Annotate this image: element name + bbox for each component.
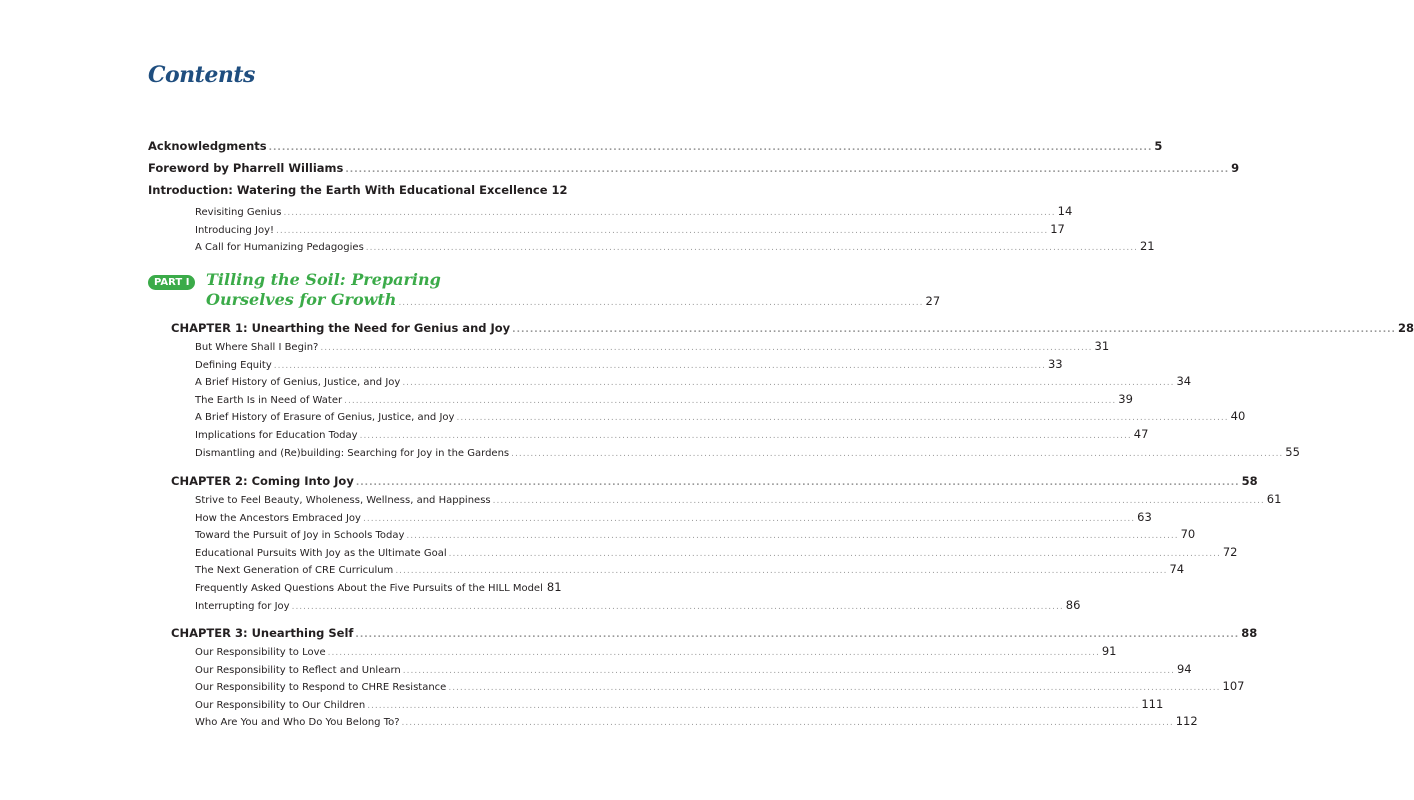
page-number: 72 [1222,544,1238,559]
entry-title: Defining Equity [195,359,272,371]
page-number: 21 [1139,239,1155,254]
entry-title: Our Responsibility to Our Children [195,699,366,711]
toc-section-entry[interactable] [195,578,562,596]
entry-title: A Brief History of Genius, Justice, and Joy [195,377,401,389]
page-number: 88 [1241,626,1258,640]
chapter-entry[interactable] [171,472,1258,490]
chapter-title: Coming Into Joy [251,474,354,488]
toc-section-entry[interactable] [195,372,1192,390]
page-number: 107 [1222,679,1245,694]
page-number: 70 [1180,527,1196,542]
toc-section-entry[interactable] [195,560,1185,578]
page-number: 39 [1118,391,1133,406]
toc-section-entry[interactable] [195,390,1133,408]
entry-title: Introducing Joy! [195,224,275,236]
toc-section-entry[interactable] [195,695,1164,713]
toc-section-entry[interactable] [195,220,1065,238]
page-number: 47 [1133,427,1149,441]
toc-section-entry[interactable] [195,337,1110,355]
page-number: 63 [1137,509,1152,524]
toc-entry[interactable] [148,159,1240,177]
leader-dots: ........................................................................................................................................ [398,298,924,308]
part-title-line2: Ourselves for Growth [206,290,397,309]
entry-title: Revisiting Genius [195,207,282,218]
toc-entry[interactable] [148,181,568,199]
page-number: 33 [1047,356,1063,371]
toc-section-entry[interactable] [195,355,1063,373]
toc-section-entry[interactable] [195,712,1198,730]
page-number: 9 [1231,161,1240,175]
leader-dots [456,409,1228,427]
entry-title [171,319,510,337]
page-number: 12 [551,183,568,197]
leader-dots [269,139,1153,157]
chapter-title: Unearthing Self [251,626,354,640]
entry-title: Implications for Education Today [195,430,358,441]
entry-title: Strive to Feel Beauty, Wholeness, Wellness, and Happiness [195,495,491,506]
entry-title: Foreword by Pharrell Williams [148,161,344,175]
part-title-line1: Tilling the Soil: Preparing [206,270,441,289]
entry-title: Interrupting for Joy [195,600,290,612]
leader-dots [292,598,1064,616]
page-number: 31 [1094,339,1110,353]
leader-dots [511,445,1283,463]
entry-title: Educational Pursuits With Joy as the Ultimate Goal [195,547,447,559]
page-number: 91 [1101,644,1117,658]
leader-dots [402,714,1174,732]
chapter-number: CHAPTER 1: [171,321,248,335]
page-number: 55 [1285,444,1300,459]
entry-title: Our Responsibility to Respond to CHRE Resistance [195,682,447,694]
entry-title [171,624,353,642]
leader-dots [449,545,1221,563]
chapter-number: CHAPTER 3: [171,626,248,640]
page-number: 27 [925,294,941,308]
part-badge: PART I [148,275,195,290]
entry-title: Introduction: Watering the Earth With Educational Excellence [148,183,548,197]
toc-section-entry[interactable] [195,596,1081,614]
entry-title: How the Ancestors Embraced Joy [195,512,361,524]
page-number: 14 [1057,204,1073,218]
entry-title: A Brief History of Erasure of Genius, Justice, and Joy [195,412,455,424]
page-number: 17 [1050,221,1065,236]
entry-title: The Next Generation of CRE Curriculum [195,565,394,577]
entry-title: Frequently Asked Questions About the Five Pursuits of the HILL Model [195,583,543,594]
leader-dots [366,239,1138,257]
entry-title: Acknowledgments [148,139,267,153]
toc-section-entry[interactable] [195,490,1282,508]
part-title-row[interactable] [206,290,941,309]
entry-title: But Where Shall I Begin? [195,342,319,353]
leader-dots [345,161,1229,179]
toc-entry[interactable] [148,137,1163,155]
toc-section-entry[interactable] [195,525,1196,543]
chapter-entry[interactable] [171,319,1414,337]
toc-section-entry[interactable] [195,543,1238,561]
page-number: 94 [1176,661,1192,676]
page-number: 86 [1065,597,1081,612]
chapter-number: CHAPTER 2: [171,474,248,488]
chapter-entry[interactable] [171,624,1258,642]
page-number: 61 [1266,492,1282,506]
leader-dots [512,321,1396,339]
entry-title: Our Responsibility to Love [195,647,326,658]
page-number: 112 [1175,714,1198,729]
entry-title: The Earth Is in Need of Water [195,394,343,406]
chapter-title: Unearthing the Need for Genius and Joy [251,321,511,335]
entry-title: A Call for Humanizing Pedagogies [195,242,364,254]
entry-title: Toward the Pursuit of Joy in Schools Today [195,530,405,542]
entry-title: Our Responsibility to Reflect and Unlearn [195,664,401,676]
page-number: 5 [1154,139,1163,153]
toc-section-entry[interactable] [195,677,1245,695]
page-number: 58 [1241,474,1258,488]
toc-section-entry[interactable] [195,443,1300,461]
leader-dots [448,679,1220,697]
entry-title: Dismantling and (Re)building: Searching for Joy in the Gardens [195,447,510,459]
entry-title [171,472,354,490]
page-title: Contents [148,62,255,88]
toc-section-entry[interactable] [195,425,1149,443]
page-number: 81 [546,580,562,594]
toc-section-entry[interactable] [195,660,1192,678]
page-number: 74 [1169,562,1185,577]
toc-section-entry[interactable] [195,407,1246,425]
page-number: 34 [1176,374,1192,389]
toc-section-entry[interactable] [195,642,1117,660]
page-number: 111 [1141,696,1164,711]
toc-section-entry[interactable] [195,508,1152,526]
toc-section-entry[interactable] [195,237,1155,255]
entry-title: Who Are You and Who Do You Belong To? [195,717,400,729]
toc-section-entry[interactable] [195,202,1073,220]
page-number: 40 [1230,409,1246,424]
page-number: 28 [1397,321,1414,335]
